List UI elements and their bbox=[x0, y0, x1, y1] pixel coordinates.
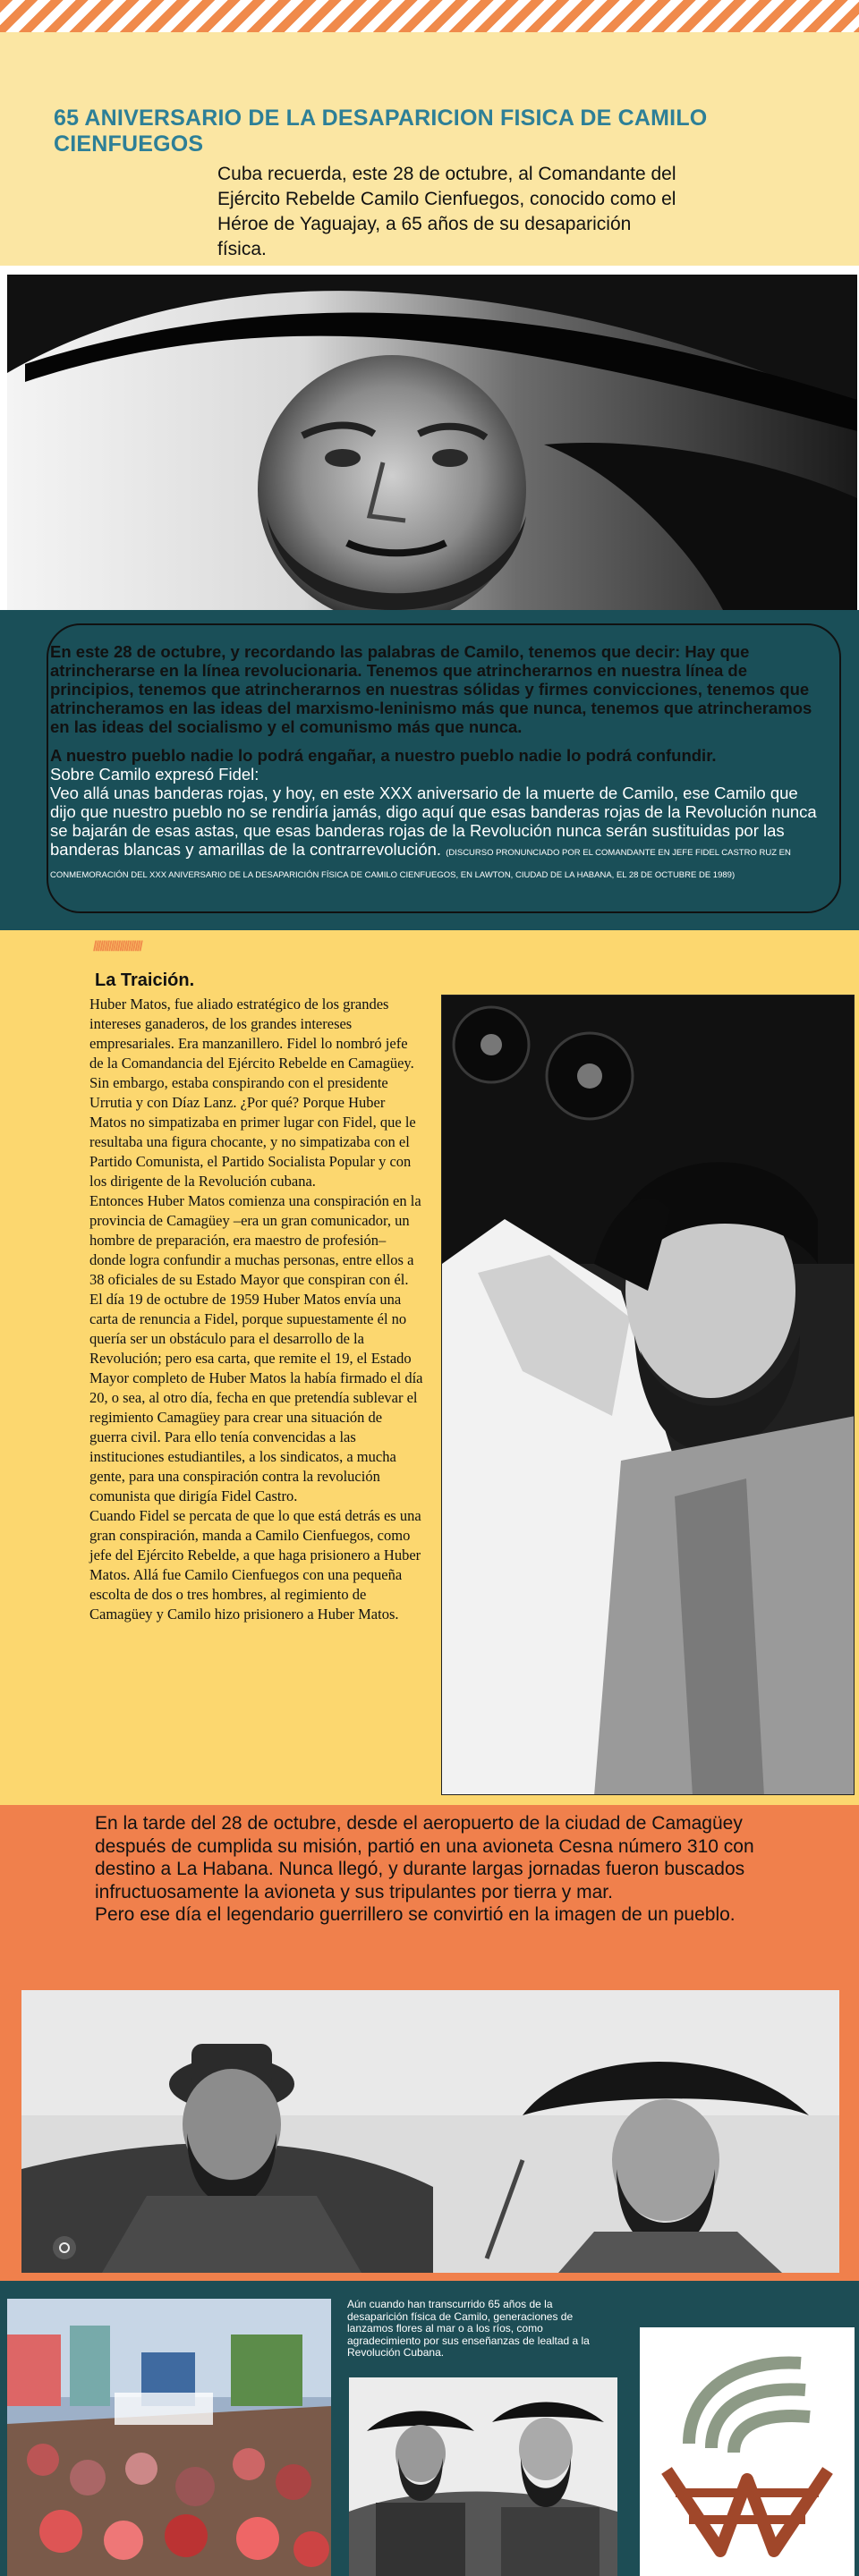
intro-text: Cuba recuerda, este 28 de octubre, al Comandante del Ejército Rebelde Camilo Cienfuegos, conocido como el Héroe de Yaguajay, a 65 años de su desaparición física. bbox=[217, 164, 676, 259]
betrayal-section bbox=[0, 930, 859, 1805]
speech-citation: (DISCURSO PRONUNCIADO POR EL COMANDANTE EN JEFE FIDEL CASTRO RUZ EN CONMEMORACIÓN DEL XXX ANIVERSARIO DE LA DESAPARICIÓN FÍSICA DE CAMILO CIENFUEGOS, EN LAWTON, CIUDAD DE LA HABANA, EL 28 DE OCTUBRE DE 1989) bbox=[50, 848, 791, 880]
small-photo-illustration bbox=[349, 2377, 617, 2576]
betrayal-paragraph: Huber Matos, fue aliado estratégico de los grandes intereses ganaderos, de los grandes intereses empresariales. Era manzanillero. Fidel lo nombró jefe de la Comandancia del Ejército Rebelde en Camagüey. Sin embargo, estaba conspirando con el presidente Urrutia y con Díaz Lanz. ¿Por qué? Porque Huber Matos no simpatizaba en primer lugar con Fidel, que le resultaba una figura chocante, y no simpatizaba con el Partido Comunista, el Partido Socialista Popular y con los dirigente de la Revolución cubana. bbox=[89, 996, 416, 1190]
decorative-stripe-band bbox=[0, 0, 859, 32]
page-title: 65 ANIVERSARIO DE LA DESAPARICION FISICA DE CAMILO CIENFUEGOS bbox=[54, 106, 708, 157]
crowd-illustration bbox=[7, 2299, 331, 2576]
betrayal-paragraph: El día 19 de octubre de 1959 Huber Matos envía una carta de renuncia a Fidel, porque supuestamente él no quería ser un obstáculo para el desarrollo de la Revolución; pero esa carta, que remite el 19, el Estado Mayor completo de Huber Matos la había firmado el día 20, o sea, al otro día, fecha en que pretendía sublevar el regimiento Camagüey para crear una situación de guerra civil. Para ello tenía convencidas a las instituciones estudiantiles, a los sindicatos, a mucha gente, para una conspiración contra la revolución comunista que dirigía Fidel Castro. bbox=[89, 1291, 423, 1504]
tribute-section bbox=[0, 2281, 859, 2576]
flight-text bbox=[95, 1812, 757, 1927]
fidel-camilo-illustration bbox=[21, 1990, 839, 2273]
flower-tribute-photo bbox=[7, 2299, 331, 2576]
betrayal-paragraph: Cuando Fidel se percata de que lo que está detrás es una gran conspiración, manda a Camilo Cienfuegos, como jefe del Ejército Rebelde, a que haga prisionero a Huber Matos. Allá fue Camilo Cienfuegos con una pequeña escolta de dos o tres hombres, al regimiento de Camagüey y Camilo hizo prisionero a Huber Matos. bbox=[89, 1507, 421, 1623]
flight-paragraph: En la tarde del 28 de octubre, desde el aeropuerto de la ciudad de Camagüey después de cumplida su misión, partió en una avioneta Cesna número 310 con destino a La Habana. Nunca llegó, y durante largas jornadas fueron buscados infructuosamente la avioneta y sus tripulantes por tierra y mar. bbox=[95, 1813, 754, 1902]
arc-star-logo bbox=[640, 2327, 855, 2576]
section-heading: La Traición. bbox=[95, 970, 195, 990]
quote-bold-text: En este 28 de octubre, y recordando las palabras de Camilo, tenemos que decir: Hay que atrincherarse en la línea revolucionaria. Tenemos que atrincherarnos en nuestra línea de principios, tenemos que atrincherarnos en nuestras sólidas y firmes convicciones, tenemos que atrincheramos en las ideas del marxismo-leninismo más que nunca, tenemos que atrincheramos en las ideas del socialismo y el comunismo más que nunca. bbox=[50, 642, 812, 736]
tribute-logo bbox=[640, 2327, 855, 2576]
flight-paragraph-closing: Pero ese día el legendario guerrillero se convirtió en la imagen de un pueblo. bbox=[95, 1904, 736, 1925]
fidel-camilo-photo bbox=[21, 1990, 839, 2273]
header-section bbox=[0, 32, 859, 266]
fidel-camilo-small-photo bbox=[349, 2377, 617, 2576]
betrayal-paragraph: Entonces Huber Matos comienza una conspiración en la provincia de Camagüey –era un gran comunicador, un hombre de preparación, era maestro de profesión– donde logra confundir a muchas personas, entre ellos a 38 oficiales de su Estado Mayor que conspiran con él. bbox=[89, 1192, 421, 1288]
portrait-illustration bbox=[7, 275, 857, 610]
telephone-photo bbox=[441, 995, 855, 1795]
flight-section bbox=[0, 1805, 859, 2281]
fidel-quote-speech: Veo allá unas banderas rojas, y hoy, en este XXX aniversario de la muerte de Camilo, ese Camilo que dijo que nuestro pueblo no se rendiría jamás, digo aquí que esas banderas rojas de la Revolución nunca se bajarán de esas astas, que esas banderas rojas de la Revolución nunca serán sustituidas por las banderas blancas y amarillas de la contrarrevolución. bbox=[50, 784, 817, 859]
quote-bold-closing: A nuestro pueblo nadie lo podrá engañar, a nuestro pueblo nadie lo podrá confundir. bbox=[50, 746, 717, 765]
portrait-photo bbox=[7, 275, 857, 610]
telephone-illustration bbox=[442, 996, 855, 1795]
quote-section bbox=[0, 610, 859, 930]
decorative-slashes: ////////////////////// bbox=[93, 939, 141, 954]
tribute-caption: Aún cuando han transcurrido 65 años de la desaparición física de Camilo, generaciones de lanzamos flores al mar o a los ríos, como agradecimiento por sus enseñanzas de lealtad a la Revolución Cubana. bbox=[347, 2298, 590, 2359]
fidel-quote-intro: Sobre Camilo expresó Fidel: bbox=[50, 765, 259, 784]
image-search-icon bbox=[53, 2236, 76, 2259]
betrayal-body bbox=[89, 995, 423, 1624]
fidel-quote bbox=[50, 765, 820, 885]
